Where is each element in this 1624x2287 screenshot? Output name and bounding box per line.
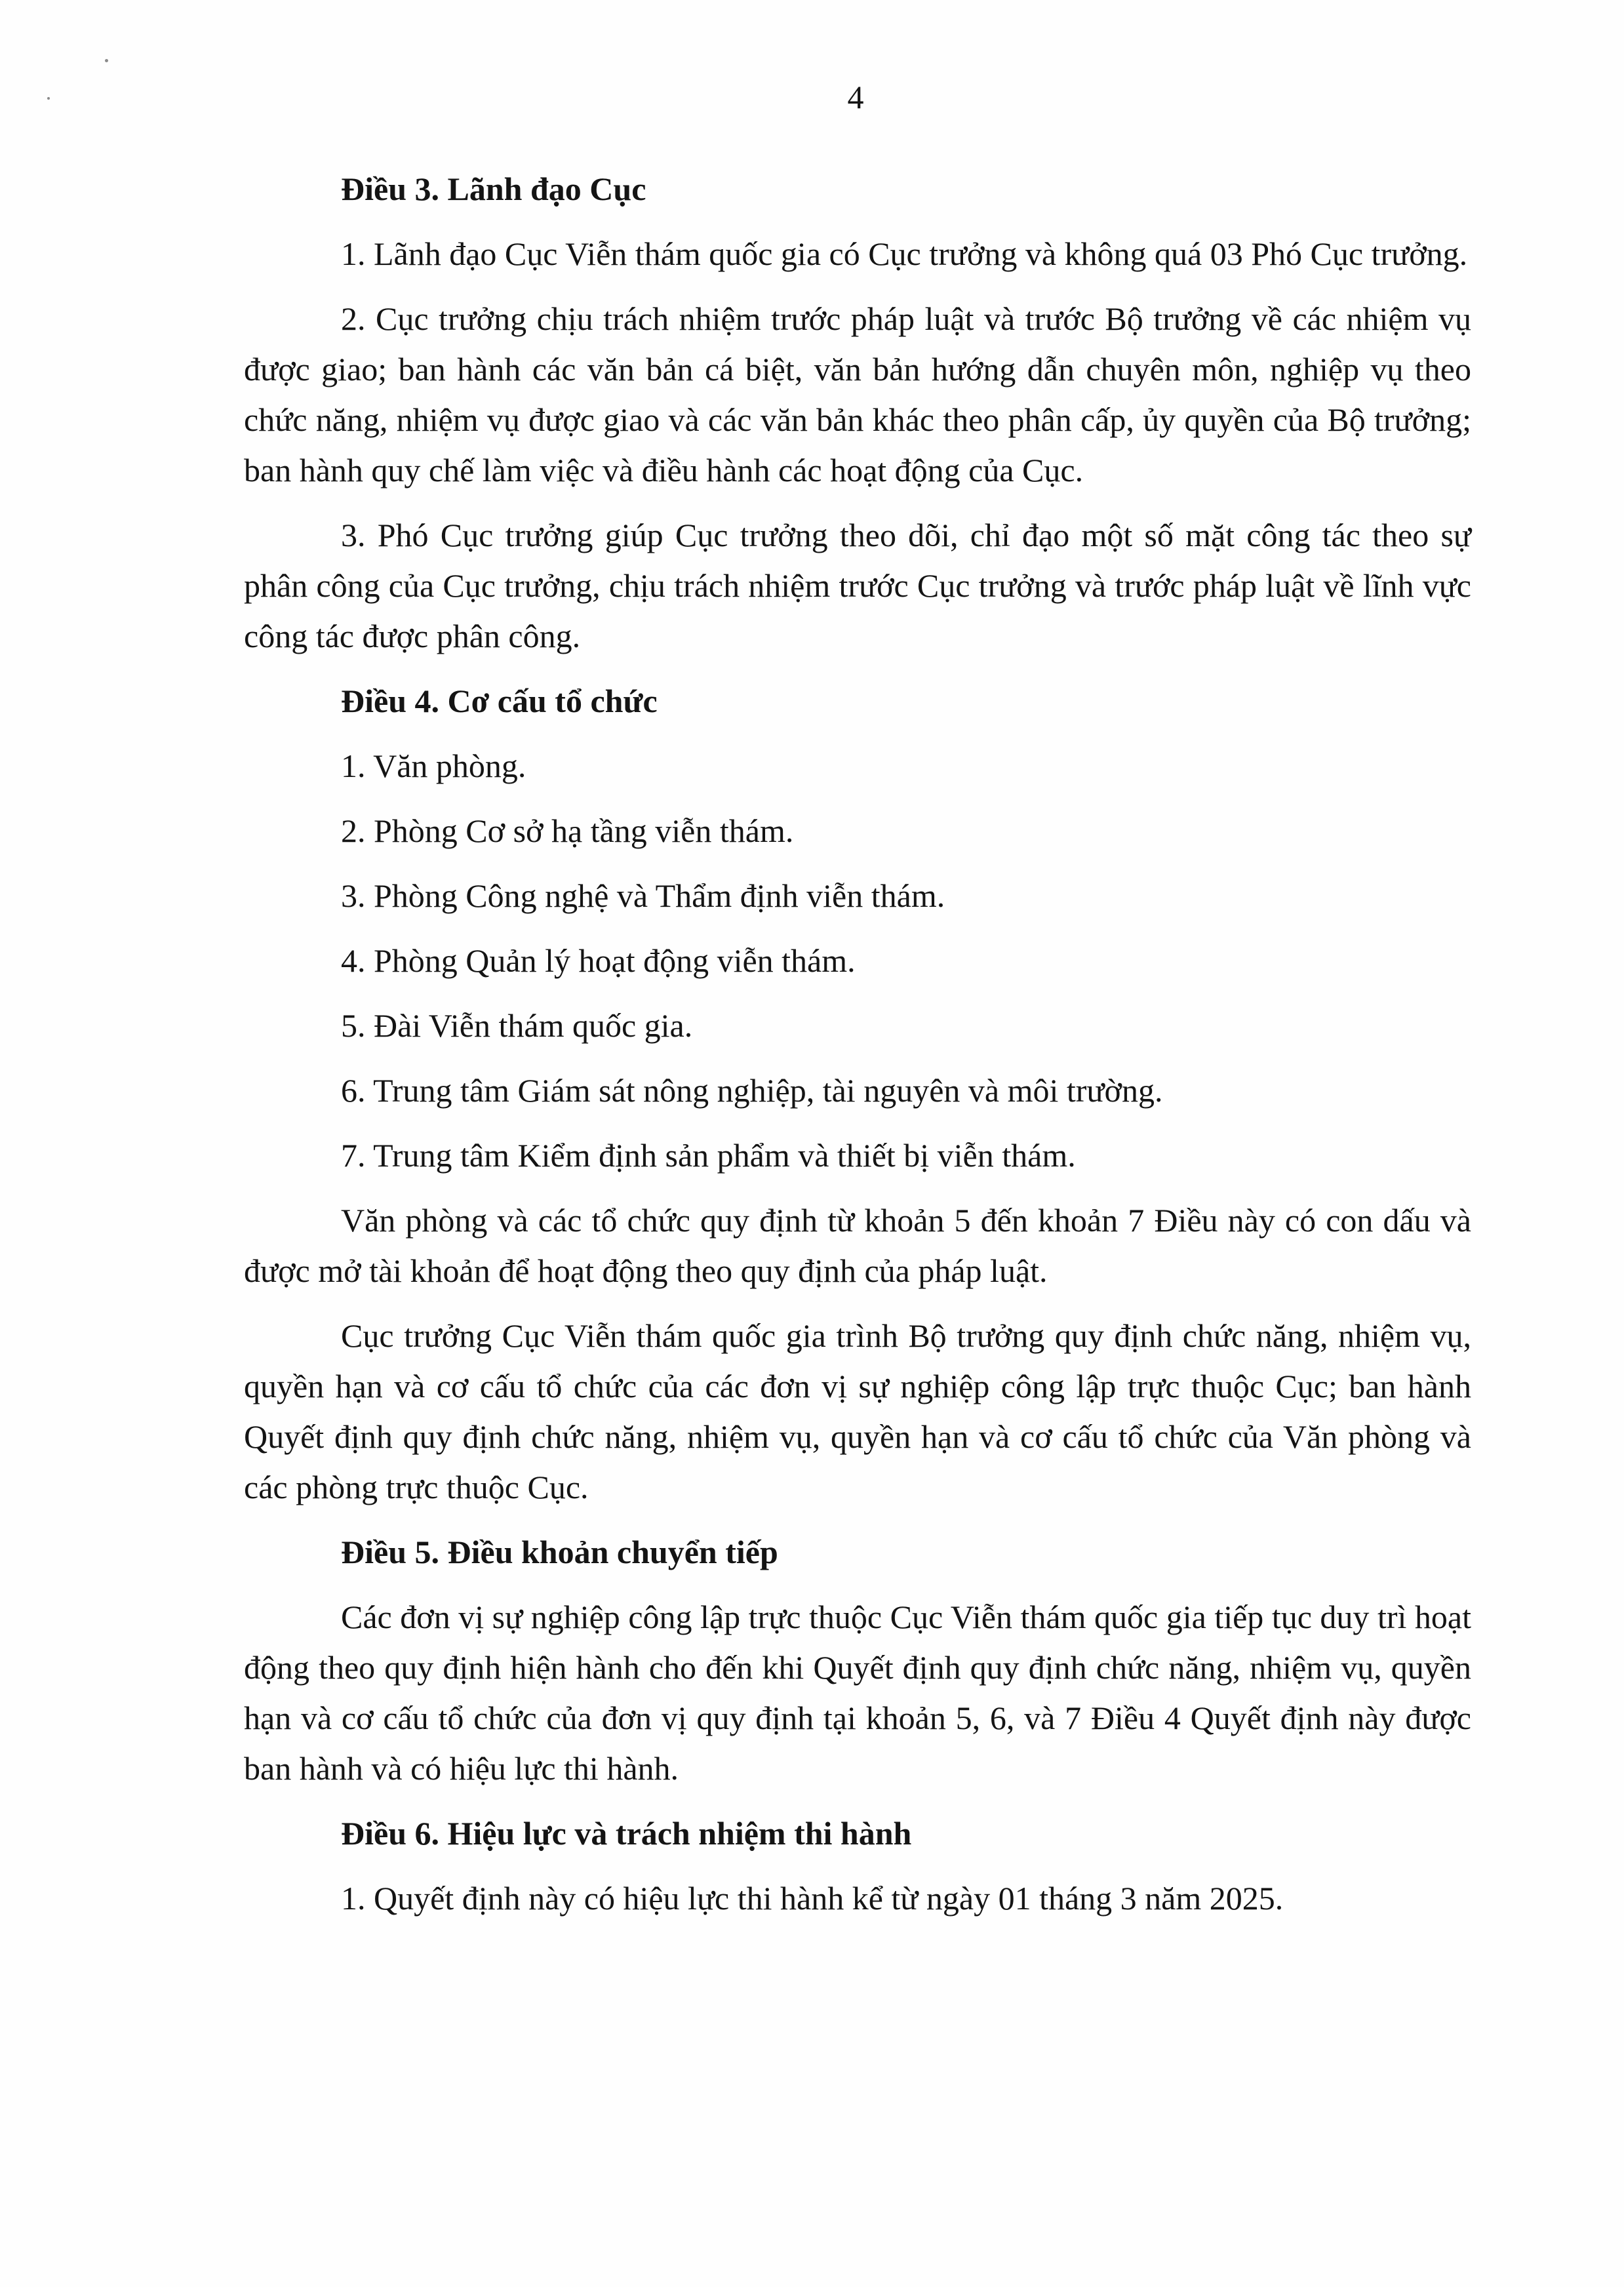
list-item: 2. Phòng Cơ sở hạ tầng viễn thám.	[341, 812, 794, 849]
list-item: 3. Phòng Công nghệ và Thẩm định viễn thám.	[341, 877, 945, 914]
article-heading: Điều 6. Hiệu lực và trách nhiệm thi hành	[341, 1815, 912, 1852]
list-item: 4. Phòng Quản lý hoạt động viễn thám.	[341, 942, 856, 979]
list-item: 1. Văn phòng.	[341, 747, 526, 784]
list-item: 5. Đài Viễn thám quốc gia.	[341, 1007, 693, 1044]
article-5	[244, 1527, 1471, 1794]
article-3	[244, 164, 1471, 662]
article-heading: Điều 5. Điều khoản chuyển tiếp	[341, 1534, 778, 1570]
list-item: 6. Trung tâm Giám sát nông nghiệp, tài nguyên và môi trường.	[341, 1072, 1163, 1109]
document-body	[244, 164, 1471, 1938]
paragraph: 1. Lãnh đạo Cục Viễn thám quốc gia có Cục trưởng và không quá 03 Phó Cục trưởng.	[341, 235, 1468, 272]
paragraph: 1. Quyết định này có hiệu lực thi hành kể từ ngày 01 tháng 3 năm 2025.	[341, 1880, 1284, 1917]
article-heading: Điều 3. Lãnh đạo Cục	[341, 170, 646, 207]
list-item: 7. Trung tâm Kiểm định sản phẩm và thiết bị viễn thám.	[341, 1137, 1076, 1174]
paragraph: 2. Cục trưởng chịu trách nhiệm trước pháp luật và trước Bộ trưởng về các nhiệm vụ được giao; ban hành các văn bản cá biệt, văn bản hướng dẫn chuyên môn, nghiệp vụ theo chức năng, nhiệm vụ được giao và các văn bản khác theo phân cấp, ủy quyền của Bộ trưởng; ban hành quy chế làm việc và điều hành các hoạt động của Cục.	[244, 300, 1471, 488]
article-6	[244, 1808, 1471, 1924]
paragraph: 3. Phó Cục trưởng giúp Cục trưởng theo dõi, chỉ đạo một số mặt công tác theo sự phân công của Cục trưởng, chịu trách nhiệm trước Cục trưởng và trước pháp luật về lĩnh vực công tác được phân công.	[244, 517, 1471, 654]
paragraph: Cục trưởng Cục Viễn thám quốc gia trình Bộ trưởng quy định chức năng, nhiệm vụ, quyền hạn và cơ cấu tổ chức của các đơn vị sự nghiệp công lập trực thuộc Cục; ban hành Quyết định quy định chức năng, nhiệm vụ, quyền hạn và cơ cấu tổ chức của Văn phòng và các phòng trực thuộc Cục.	[244, 1317, 1471, 1505]
paragraph: Văn phòng và các tổ chức quy định từ khoản 5 đến khoản 7 Điều này có con dấu và được mở tài khoản để hoạt động theo quy định của pháp luật.	[244, 1202, 1471, 1289]
paragraph: Các đơn vị sự nghiệp công lập trực thuộc Cục Viễn thám quốc gia tiếp tục duy trì hoạt động theo quy định hiện hành cho đến khi Quyết định quy định chức năng, nhiệm vụ, quyền hạn và cơ cấu tổ chức của đơn vị quy định tại khoản 5, 6, và 7 Điều 4 Quyết định này được ban hành và có hiệu lực thi hành.	[244, 1599, 1471, 1787]
article-4	[244, 676, 1471, 1513]
article-heading: Điều 4. Cơ cấu tổ chức	[341, 683, 658, 719]
page-number: 4	[847, 79, 864, 115]
scan-speck	[105, 59, 108, 62]
